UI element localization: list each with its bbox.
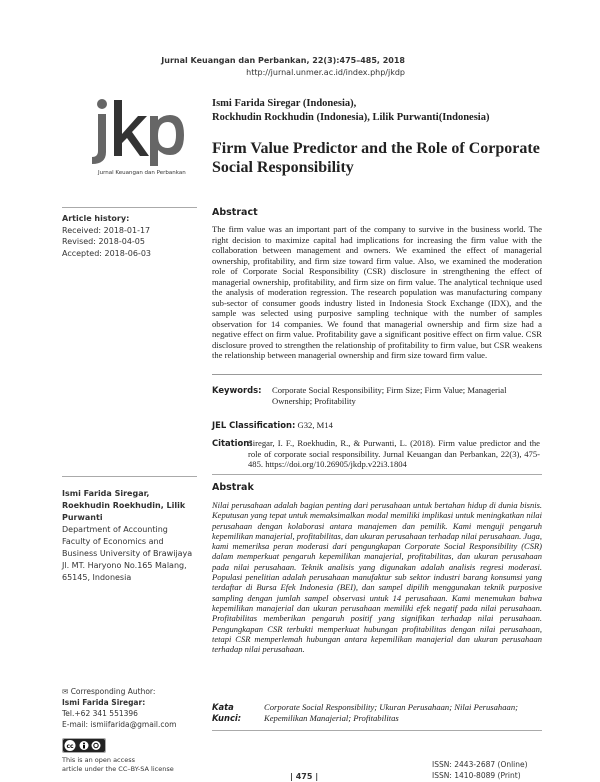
kata-kunci-label: Kata Kunci: <box>212 702 242 723</box>
history-revised: Revised: 2018-04-05 <box>62 237 145 246</box>
keywords-divider <box>212 730 542 731</box>
jkp-logo-icon <box>88 96 190 170</box>
issn-block <box>432 759 528 781</box>
authors-line-1: Ismi Farida Siregar (Indonesia), <box>212 98 357 109</box>
abstract-body: The firm value was an important part of the company to survive in the business world. The right decision to maximize capital had implications for increasing the firm value with the collaboration between management and owners. We examined the effect of managerial ownership, profitability, and firm size toward firm value. Also, we examined the moderation role of Corporate Social Responsibility (CSR) disclosure in strengthening the effect of managerial ownership, profitability, and firm size on firm value. The analytical technique used the analysis of moderation regression. The research population was manufacturing company sub-sector of consumer goods industry listed in Indonesia Stock Exchange (IDX), and the sample was selected using purposive sampling technique with the number of samples observation for 14 companies. We found that managerial ownership and firm size had a negative effect on firm value. Profitability gave a significant positive effect on firm value. CSR disclosure proved to strengthen the relationship of profitability to firm value, but CSR weakens the relationship between managerial ownership and firm size toward firm value. <box>212 224 542 360</box>
paper-title: Firm Value Predictor and the Role of Corporate Social Responsibility <box>212 140 540 176</box>
page-number: | 475 | <box>290 772 319 781</box>
history-accepted: Accepted: 2018-06-03 <box>62 248 151 258</box>
license-line-1: This is an open access <box>62 756 135 764</box>
abstract-divider <box>212 374 542 375</box>
affiliation-names: Ismi Farida Siregar, Roekhudin Roekhudin, Lilik Purwanti <box>62 489 186 522</box>
keywords-value: Corporate Social Responsibility; Firm Size; Firm Value; Managerial Ownership; Profitability <box>272 385 507 406</box>
abstract-heading: Abstract <box>212 207 258 218</box>
jel-value: G32, M14 <box>297 420 333 430</box>
journal-logo <box>88 96 190 170</box>
affiliation-dept: Department of Accounting Faculty of Economics and Business University of Brawijaya <box>62 525 193 558</box>
abstrak-heading: Abstrak <box>212 482 254 493</box>
citation-divider <box>212 474 542 475</box>
cc-by-sa-icon <box>62 738 106 753</box>
license-line-2: article under the CC–BY-SA license <box>62 765 174 773</box>
citation-row <box>212 438 542 470</box>
citation-label: Citation: <box>212 438 253 448</box>
corresponding-name: Ismi Farida Siregar: <box>62 698 146 707</box>
authors-line-2: Rockhudin Rockhudin (Indonesia), Lilik Purwanti(Indonesia) <box>212 112 490 123</box>
kata-kunci-value: Corporate Social Responsibility; Ukuran Perusahaan; Nilai Perusahaan; Kepemilikan Manajerial; Profitabilitas <box>264 702 518 723</box>
journal-citation-line: Jurnal Keuangan dan Perbankan, 22(3):475–485, 2018 <box>161 56 405 65</box>
mail-icon: ✉ <box>62 687 69 696</box>
jel-row <box>212 420 542 431</box>
history-received: Received: 2018-01-17 <box>62 225 151 235</box>
corresponding-author <box>62 686 202 730</box>
issn-online: ISSN: 2443-2687 (Online) <box>432 760 528 769</box>
kata-kunci-row <box>212 702 542 723</box>
affiliation-divider <box>62 476 197 477</box>
jel-label: JEL Classification: <box>212 420 296 430</box>
logo-subtitle: Jurnal Keuangan dan Perbankan <box>98 170 186 176</box>
corresponding-email[interactable]: E-mail: ismiifarida@gmail.com <box>62 720 177 729</box>
svg-text:cc: cc <box>66 743 74 750</box>
cc-license-badge[interactable] <box>62 738 106 753</box>
keywords-label: Keywords: <box>212 385 262 395</box>
journal-url[interactable]: http://jurnal.unmer.ac.id/index.php/jkdp <box>246 68 405 77</box>
abstrak-body: Nilai perusahaan adalah bagian penting dari perusahaan untuk bertahan hidup di dunia bisnis. Keputusan yang tepat untuk memaksimalkan modal memiliki implikasi untuk meningkatkan nilai perusahaan dengan kolaborasi antara manajemen dan pemilik. Kami menguji pengaruh kepemilikan manajerial, profitabilitas, dan ukuran perusahaan terhadap nilai perusahaan. Juga, kami memeriksa peran moderasi dari pengungkapan Corporate Social Responsibility (CSR) dalam memperkuat pengaruh kepemilikan manajerial, profitabilitas, dan ukuran perusahaan pada nilai perusahaan. Teknik analisis yang digunakan adalah analisis regresi moderasi. Populasi penelitian adalah perusahaan manufaktur sub sektor industri barang konsumsi yang terdaftar di Bursa Efek Indonesia (BEI), dan sampel dipilih menggunakan teknik purposive sampling dengan jumlah sampel observasi untuk 14 perusahaan. Kami menemukan bahwa kepemilikan manajerial dan ukuran perusahaan memiliki efek negatif pada nilai perusahaan. Profitabilitas memberikan pengaruh positif yang signifikan terhadap nilai perusahaan. Pengungkapan CSR terbukti memperkuat hubungan profitabilitas dengan nilai perusahaan, tetapi CSR memperlemah hubungan antara kepemilikan manajerial dan ukuran perusahaan terhadap nilai perusahaan. <box>212 500 542 655</box>
affiliation-block <box>62 488 197 584</box>
article-history <box>62 213 151 259</box>
citation-value: Siregar, I. F., Roekhudin, R., & Purwanti, L. (2018). Firm value predictor and the role of corporate social responsibility. Jurnal Keuangan dan Perbankan, 22(3), 475-485. https://doi.org/10.26905/jkdp.v22i3.1804 <box>248 438 540 469</box>
keywords-row <box>212 385 542 406</box>
corresponding-tel: Tel.+62 341 551396 <box>62 709 138 718</box>
history-heading: Article history: <box>62 214 130 223</box>
history-divider <box>62 207 197 208</box>
open-access-note <box>62 756 212 774</box>
author-list <box>212 97 489 125</box>
issn-print: ISSN: 1410-8089 (Print) <box>432 771 521 780</box>
affiliation-address: Jl. MT. Haryono No.165 Malang, 65145, Indonesia <box>62 561 187 582</box>
corresponding-label: Corresponding Author: <box>70 687 156 696</box>
